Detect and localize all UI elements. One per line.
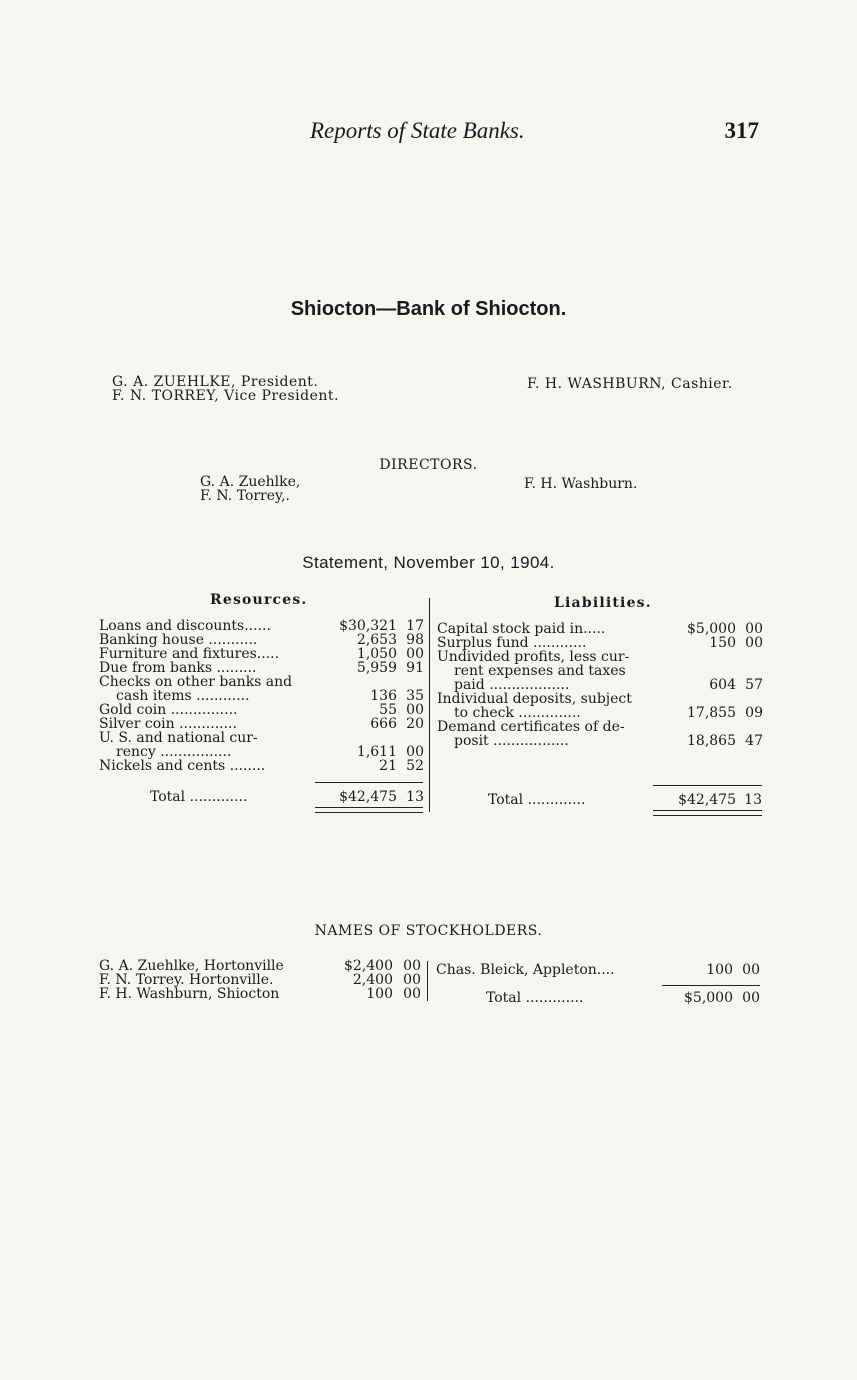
row-label: posit .................: [454, 733, 569, 749]
total-rule: [662, 985, 760, 986]
row-label: Undivided profits, less cur-: [437, 649, 630, 665]
row-dollars: 666: [370, 716, 397, 732]
row-dollars: 1,611: [356, 744, 397, 760]
liabilities-heading: Liabilities.: [554, 595, 652, 611]
row-label: Loans and discounts......: [99, 618, 271, 634]
row-cents: 00: [745, 635, 763, 651]
liabilities-total-row: [488, 793, 763, 807]
row-cents: 00: [745, 621, 763, 637]
total-rule: [653, 785, 762, 786]
ledger-row: [437, 706, 763, 720]
row-label: Demand certificates of de-: [437, 719, 625, 735]
row-label: Furniture and fixtures.....: [99, 646, 280, 662]
row-label: cash items ............: [116, 688, 250, 704]
row-label: Surplus fund ............: [437, 635, 587, 651]
row-label: to check ..............: [454, 705, 581, 721]
row-dollars: 604: [709, 677, 736, 693]
row-dollars: 1,050: [356, 646, 397, 662]
row-label: rency ................: [116, 744, 232, 760]
ledger-row: [99, 731, 425, 745]
row-cents: 35: [406, 688, 424, 704]
ledger-row: [99, 987, 421, 1001]
ledger-row: [99, 959, 421, 973]
ledger-row: [437, 692, 763, 706]
row-cents: 57: [745, 677, 763, 693]
row-cents: 00: [403, 972, 421, 988]
bank-title: Shiocton—Bank of Shiocton.: [290, 298, 567, 320]
ledger-row: [437, 622, 763, 636]
row-dollars: 100: [706, 962, 733, 978]
total-dollars: $42,475: [678, 792, 736, 808]
row-label: Banking house ...........: [99, 632, 258, 648]
row-label: Individual deposits, subject: [437, 691, 632, 707]
row-dollars: $2,400: [344, 958, 393, 974]
ledger-row: [436, 963, 760, 977]
ledger-row: [99, 633, 425, 647]
director-name: F. N. Torrey,.: [200, 488, 290, 504]
director-name: G. A. Zuehlke,: [200, 474, 301, 490]
row-cents: 20: [406, 716, 424, 732]
ledger-row: [437, 734, 763, 748]
column-divider: [427, 961, 428, 1001]
row-dollars: 18,865: [687, 733, 736, 749]
row-label: G. A. Zuehlke, Hortonville: [99, 958, 284, 974]
row-label: Chas. Bleick, Appleton....: [436, 962, 615, 978]
total-cents: 13: [406, 789, 424, 805]
ledger-row: [99, 661, 425, 675]
ledger-row: [437, 664, 763, 678]
ledger-row: [99, 619, 425, 633]
total-dollars: $42,475: [339, 789, 397, 805]
row-dollars: 21: [379, 758, 397, 774]
resources-total-row: [150, 790, 425, 804]
row-cents: 00: [742, 962, 760, 978]
stockholders-heading: NAMES OF STOCKHOLDERS.: [314, 923, 543, 939]
total-double-rule: [653, 810, 762, 816]
row-dollars: $5,000: [687, 621, 736, 637]
row-dollars: 17,855: [687, 705, 736, 721]
row-dollars: 2,400: [352, 972, 393, 988]
ledger-row: [437, 650, 763, 664]
total-rule: [315, 782, 423, 783]
row-label: paid ..................: [454, 677, 570, 693]
row-dollars: 100: [366, 986, 393, 1002]
row-label: Capital stock paid in.....: [437, 621, 606, 637]
row-dollars: 2,653: [356, 632, 397, 648]
row-dollars: $30,321: [339, 618, 397, 634]
row-dollars: 5,959: [356, 660, 397, 676]
row-label: Checks on other banks and: [99, 674, 293, 690]
row-cents: 00: [406, 702, 424, 718]
total-double-rule: [315, 807, 423, 813]
ledger-row: [99, 745, 425, 759]
ledger-row: [437, 720, 763, 734]
total-cents: 00: [742, 990, 760, 1006]
total-dollars: $5,000: [684, 990, 733, 1006]
ledger-row: [99, 759, 425, 773]
row-cents: 00: [406, 744, 424, 760]
row-label: U. S. and national cur-: [99, 730, 258, 746]
total-label: Total .............: [486, 990, 584, 1006]
row-cents: 00: [403, 958, 421, 974]
stockholders-total-row: [486, 991, 760, 1005]
row-label: F. N. Torrey. Hortonville.: [99, 972, 274, 988]
row-label: Silver coin .............: [99, 716, 237, 732]
ledger-row: [437, 678, 763, 692]
row-cents: 47: [745, 733, 763, 749]
running-title: Reports of State Banks.: [310, 118, 525, 143]
row-cents: 91: [406, 660, 424, 676]
ledger-row: [99, 647, 425, 661]
row-label: Gold coin ...............: [99, 702, 238, 718]
total-cents: 13: [744, 792, 762, 808]
row-cents: 00: [403, 986, 421, 1002]
ledger-row: [99, 689, 425, 703]
officer-vice-president: F. N. TORREY, Vice President.: [112, 388, 339, 404]
total-label: Total .............: [150, 789, 248, 805]
row-dollars: 136: [370, 688, 397, 704]
officer-cashier: F. H. WASHBURN, Cashier.: [527, 376, 733, 392]
ledger-row: [99, 717, 425, 731]
officer-president: G. A. ZUEHLKE, President.: [112, 374, 319, 390]
row-label: Nickels and cents ........: [99, 758, 266, 774]
column-divider: [429, 598, 430, 812]
row-dollars: 150: [709, 635, 736, 651]
row-cents: 17: [406, 618, 424, 634]
resources-heading: Resources.: [210, 592, 308, 608]
director-name: F. H. Washburn.: [524, 476, 638, 492]
statement-title: Statement, November 10, 1904.: [302, 553, 555, 572]
ledger-row: [99, 675, 425, 689]
ledger-row: [99, 703, 425, 717]
ledger-row: [99, 973, 421, 987]
page-number: 317: [724, 118, 759, 143]
directors-heading: DIRECTORS.: [379, 457, 478, 473]
total-label: Total .............: [488, 792, 586, 808]
ledger-row: [437, 636, 763, 650]
row-label: rent expenses and taxes: [454, 663, 626, 679]
row-cents: 98: [406, 632, 424, 648]
row-cents: 52: [406, 758, 424, 774]
row-dollars: 55: [379, 702, 397, 718]
row-cents: 09: [745, 705, 763, 721]
row-label: F. H. Washburn, Shiocton: [99, 986, 280, 1002]
row-cents: 00: [406, 646, 424, 662]
row-label: Due from banks .........: [99, 660, 257, 676]
